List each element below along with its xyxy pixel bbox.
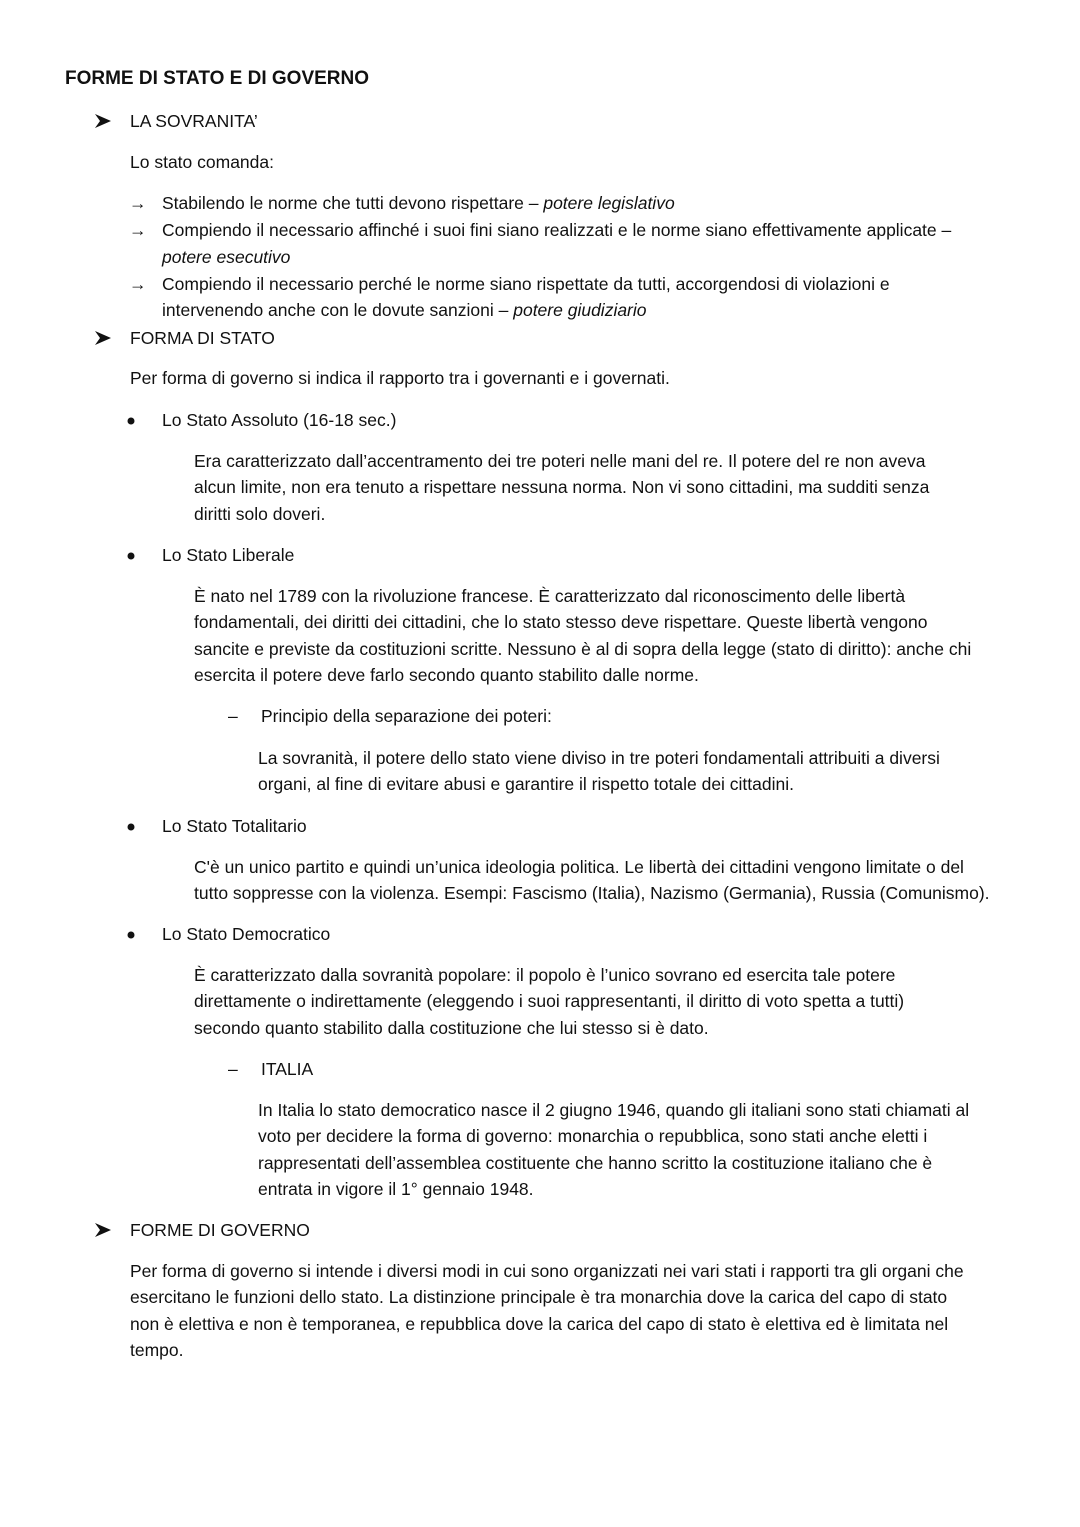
italia-label: ITALIA (261, 1059, 314, 1079)
stato-liberale-label: Lo Stato Liberale (162, 545, 295, 565)
right-arrow-icon: → (129, 274, 147, 294)
paragraph-line: direttamente o indirettamente (eleggendo i suoi rappresentanti, il diritto di voto spetta a tutti) (194, 991, 905, 1011)
paragraph-line: È nato nel 1789 con la rivoluzione francese. È caratterizzato dal riconoscimento delle libertà (194, 586, 906, 606)
paragraph-line: rappresentati dell’assemblea costituente che hanno scritto la costituzione italiano che è (258, 1153, 933, 1173)
paragraph-line: In Italia lo stato democratico nasce il 2 giugno 1946, quando gli italiani sono stati chiamati al (258, 1100, 970, 1120)
paragraph-line: tutto soppresse con la violenza. Esempi: Fascismo (Italia), Nazismo (Germania), Russia (Comunismo). (194, 883, 990, 903)
list-item-esecutivo-cont: potere esecutivo (162, 247, 291, 267)
bullet-dot-icon (127, 921, 135, 939)
paragraph-line: organi, al fine di evitare abusi e garantire il rispetto totale dei cittadini. (258, 774, 794, 794)
paragraph-line: non è elettiva e non è temporanea, e repubblica dove la carica del capo di stato è elettiva ed è limitata nel (130, 1314, 949, 1334)
paragraph-line: voto per decidere la forma di governo: monarchia o repubblica, sono stati anche eletti i (258, 1126, 928, 1146)
arrowhead-bullet-icon (95, 108, 111, 128)
dash-bullet-icon: – (228, 1059, 238, 1079)
paragraph-line: sancite e previste da costituzioni scritte. Nessuno è al di sopra della legge (stato di diritto): anche chi (194, 639, 972, 659)
stato-democratico-label: Lo Stato Democratico (162, 924, 331, 944)
paragraph-line: diritti solo doveri. (194, 504, 326, 524)
right-arrow-icon: → (129, 193, 147, 213)
paragraph-line: Era caratterizzato dall’accentramento dei tre poteri nelle mani del re. Il potere del re non aveva (194, 451, 926, 471)
paragraph-line: esercita il potere deve farlo secondo quanto stabilito dalle norme. (194, 665, 699, 685)
paragraph-line: esercitano le funzioni dello stato. La distinzione principale è tra monarchia dove la carica del capo di stato (130, 1287, 948, 1307)
section-heading-forme-governo: FORME DI GOVERNO (130, 1220, 310, 1240)
stato-assoluto-label: Lo Stato Assoluto (16-18 sec.) (162, 410, 397, 430)
stato-totalitario-label: Lo Stato Totalitario (162, 816, 307, 836)
separazione-poteri-label: Principio della separazione dei poteri: (261, 706, 552, 726)
paragraph-line: tempo. (130, 1340, 184, 1360)
bullet-dot-icon (127, 542, 135, 560)
section-heading-forma-stato: FORMA DI STATO (130, 328, 275, 348)
paragraph-line: fondamentali, dei diritti dei cittadini, che lo stato stesso deve rispettare. Queste libertà vengono (194, 612, 928, 632)
paragraph-line: È caratterizzato dalla sovranità popolare: il popolo è l’unico sovrano ed esercita tale potere (194, 965, 896, 985)
bullet-dot-icon (127, 407, 135, 425)
arrowhead-bullet-icon (95, 1217, 111, 1237)
sovranita-intro: Lo stato comanda: (130, 152, 274, 172)
dash-bullet-icon: – (228, 706, 238, 726)
section-heading-sovranita: LA SOVRANITA’ (130, 111, 258, 131)
bullet-dot-icon (127, 813, 135, 831)
list-item-giudiziario: Compiendo il necessario perché le norme siano rispettate da tutti, accorgendosi di violazioni e (162, 274, 890, 294)
paragraph-line: La sovranità, il potere dello stato viene diviso in tre poteri fondamentali attribuiti a diversi (258, 748, 940, 768)
right-arrow-icon: → (129, 220, 147, 240)
paragraph-line: Per forma di governo si intende i diversi modi in cui sono organizzati nei vari stati i rapporti tra gli organi che (130, 1261, 964, 1281)
list-item-legislativo: Stabilendo le norme che tutti devono rispettare – potere legislativo (162, 193, 675, 213)
list-item-giudiziario-cont: intervenendo anche con le dovute sanzioni – potere giudiziario (162, 300, 647, 320)
paragraph-line: secondo quanto stabilito dalla costituzione che lui stesso si è dato. (194, 1018, 709, 1038)
forma-stato-intro: Per forma di governo si indica il rapporto tra i governanti e i governati. (130, 368, 670, 388)
page-title: FORME DI STATO E DI GOVERNO (65, 68, 370, 89)
paragraph-line: alcun limite, non era tenuto a rispettare nessuna norma. Non vi sono cittadini, ma sudditi senza (194, 477, 930, 497)
paragraph-line: C'è un unico partito e quindi un’unica ideologia politica. Le libertà dei cittadini vengono limitate o del (194, 857, 964, 877)
arrowhead-bullet-icon (95, 325, 111, 345)
list-item-esecutivo: Compiendo il necessario affinché i suoi fini siano realizzati e le norme siano effettivamente applicate – (162, 220, 952, 240)
paragraph-line: entrata in vigore il 1° gennaio 1948. (258, 1179, 534, 1199)
